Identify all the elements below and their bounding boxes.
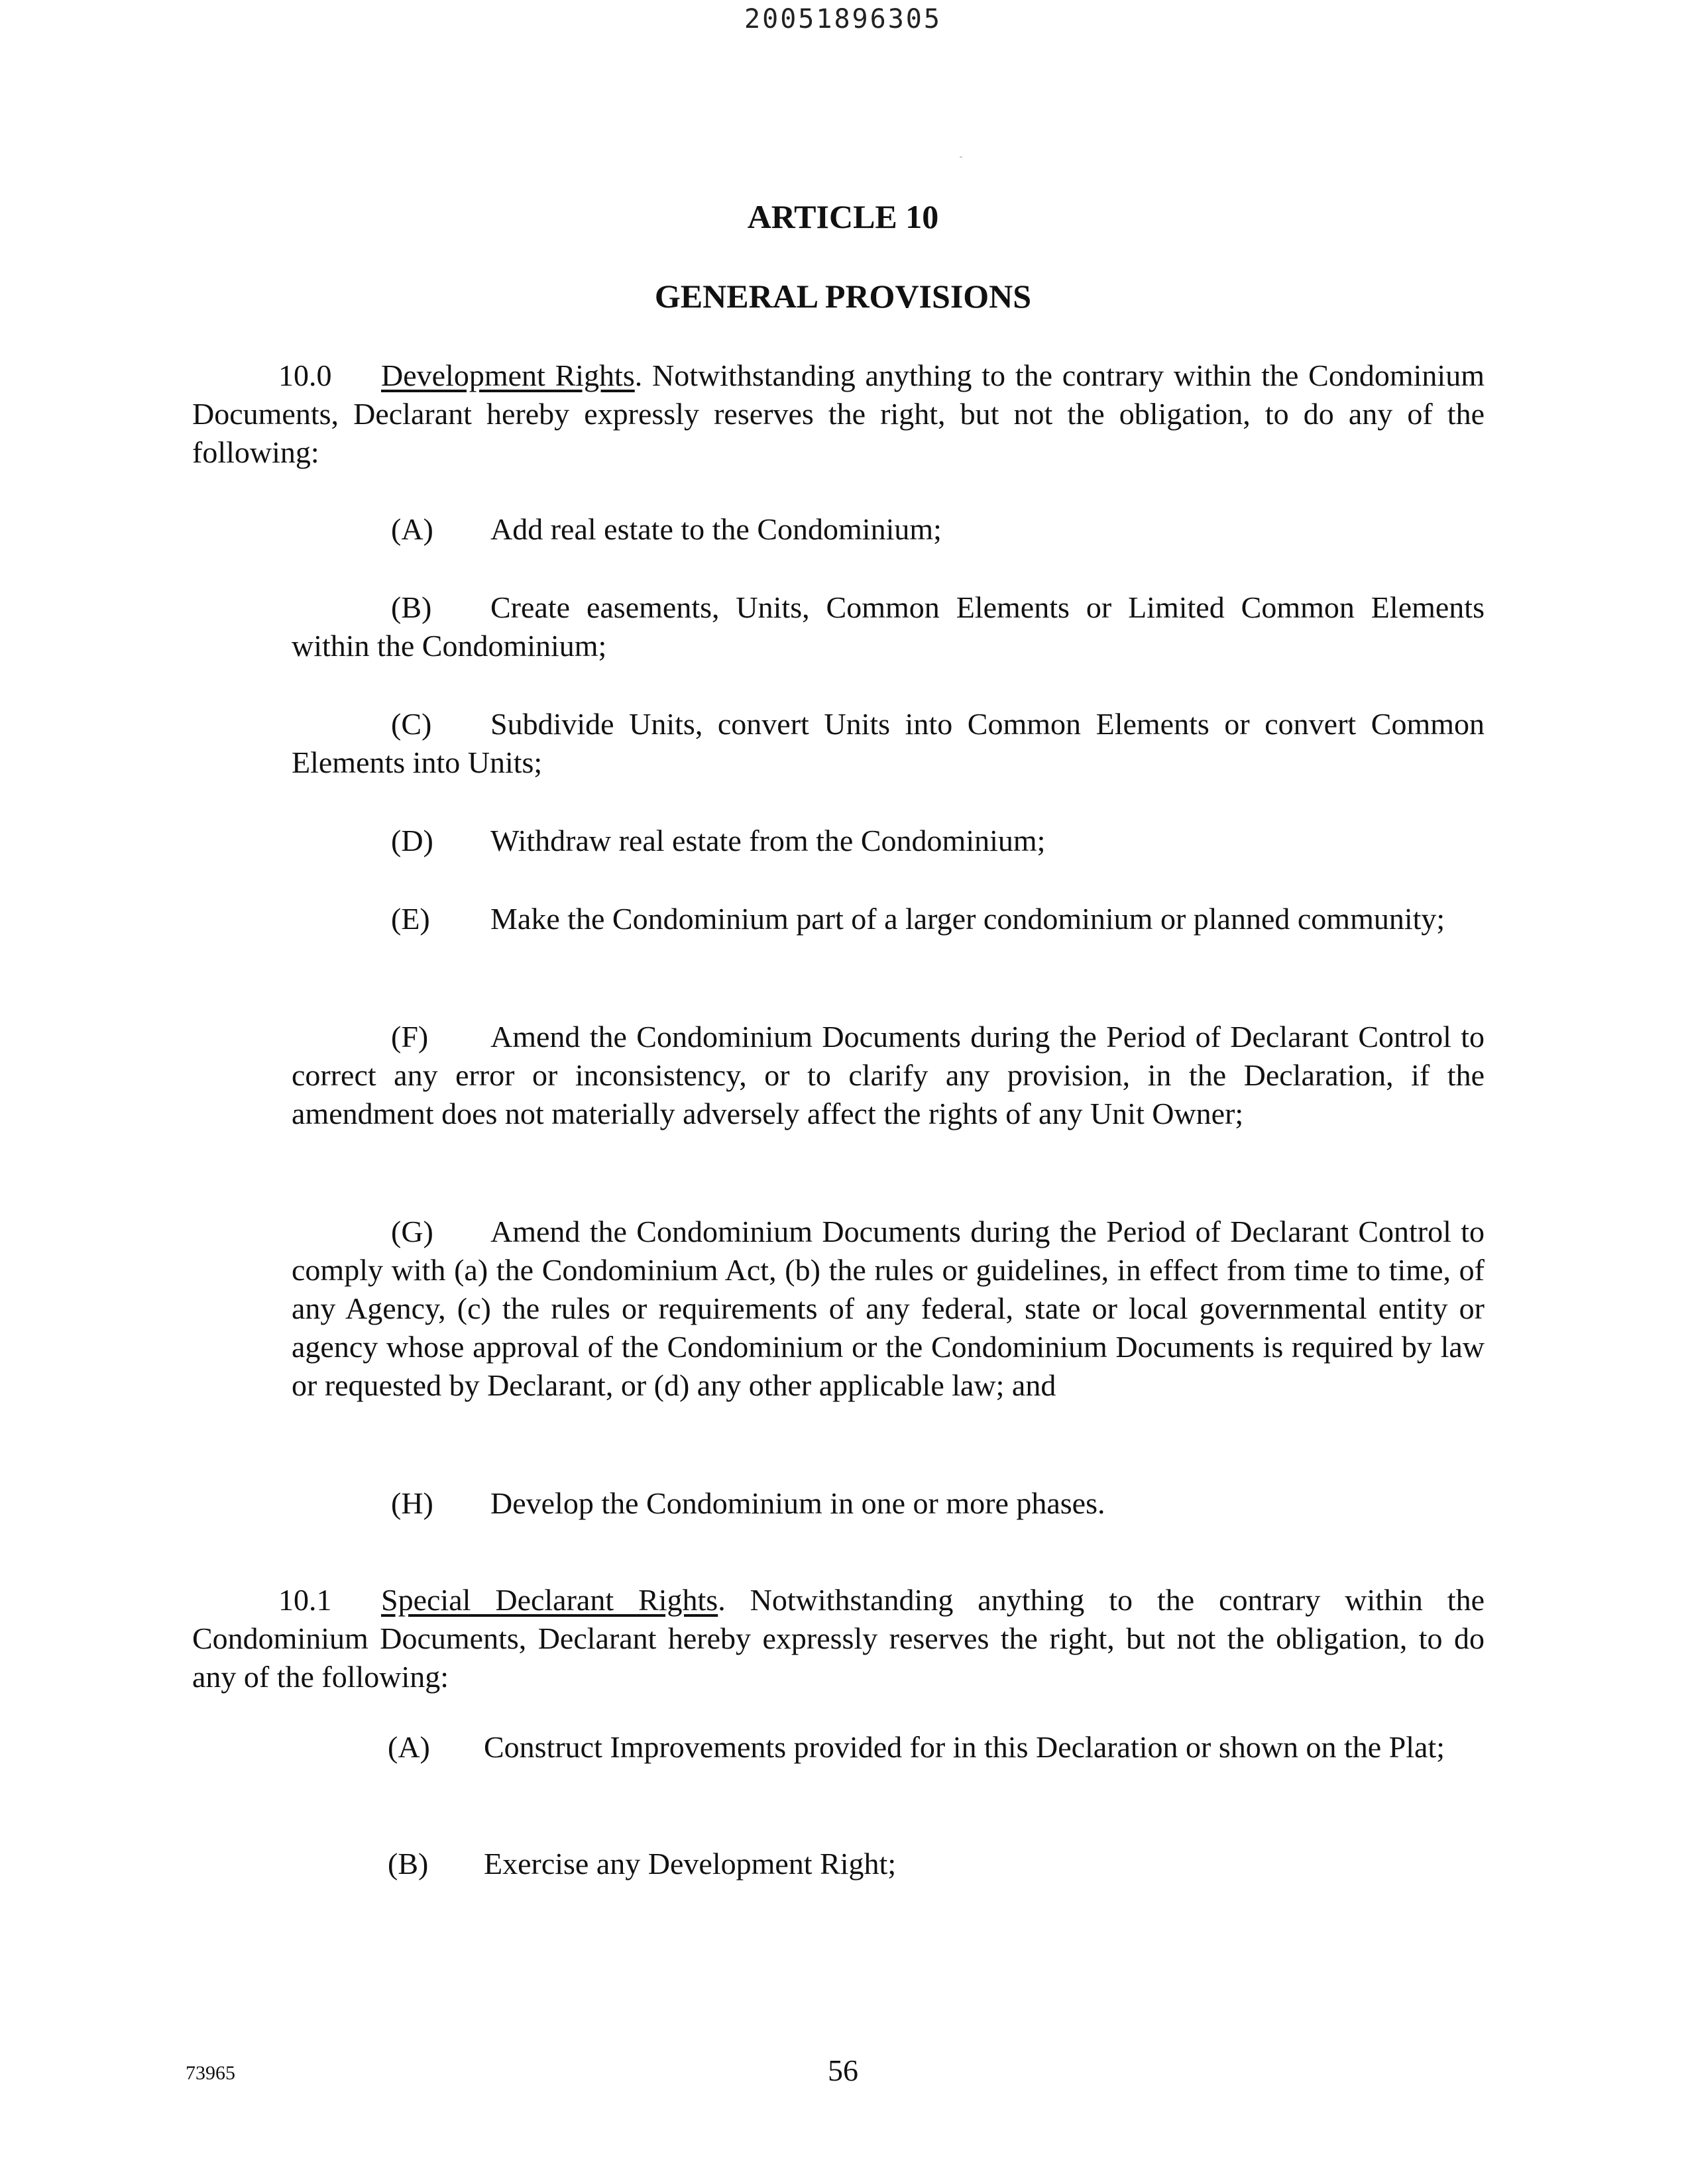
list-item-10-0-h bbox=[292, 1484, 1485, 1523]
section-10-1 bbox=[192, 1581, 1485, 1696]
section-number: 10.0 bbox=[278, 358, 332, 392]
list-item-10-0-d bbox=[292, 822, 1485, 860]
article-subtitle: GENERAL PROVISIONS bbox=[654, 278, 1032, 315]
section-10-0 bbox=[192, 356, 1485, 472]
item-text: Exercise any Development Right; bbox=[484, 1847, 897, 1881]
item-text: Add real estate to the Condominium; bbox=[490, 512, 942, 546]
section-number: 10.1 bbox=[278, 1583, 332, 1617]
list-item-10-1-a bbox=[285, 1728, 1483, 1767]
item-letter: (E) bbox=[391, 902, 430, 936]
item-text: Withdraw real estate from the Condominium; bbox=[490, 824, 1046, 857]
section-title: Special Declarant Rights bbox=[381, 1583, 718, 1617]
item-letter: (A) bbox=[388, 1730, 430, 1764]
item-text: Create easements, Units, Common Elements or Limited Common Elements within the Condominium; bbox=[292, 590, 1485, 663]
item-text: Amend the Condominium Documents during the Period of Declarant Control to correct any error or inconsistency, or to clarify any provision, in the Declaration, if the amendment does not materially adversely affect the rights of any Unit Owner; bbox=[292, 1020, 1485, 1130]
item-text: Develop the Condominium in one or more phases. bbox=[490, 1486, 1105, 1520]
item-letter: (D) bbox=[391, 824, 433, 857]
scan-speck bbox=[960, 156, 962, 158]
list-item-10-0-f bbox=[292, 1018, 1485, 1133]
list-item-10-0-b bbox=[292, 588, 1485, 665]
item-letter: (G) bbox=[391, 1215, 433, 1248]
item-letter: (C) bbox=[391, 707, 432, 741]
document-id: 73965 bbox=[186, 2062, 235, 2084]
page-number: 56 bbox=[828, 2053, 858, 2087]
list-item-10-0-c bbox=[292, 705, 1485, 782]
item-text: Amend the Condominium Documents during the Period of Declarant Control to comply with (a) the Condominium Act, (b) the rules or guidelines, in effect from time to time, of any Agency, (c) the rules or requirements of any federal, state or local governmental entity or agency whose approval of the Condominium or the Condominium Documents is required by law or requested by Declarant, or (d) any other applicable law; and bbox=[292, 1215, 1485, 1402]
item-letter: (F) bbox=[391, 1020, 429, 1054]
item-text: Construct Improvements provided for in this Declaration or shown on the Plat; bbox=[484, 1730, 1445, 1764]
article-title: ARTICLE 10 bbox=[747, 198, 939, 235]
item-text: Subdivide Units, convert Units into Common Elements or convert Common Elements into Units; bbox=[292, 707, 1485, 779]
section-intro: . Notwithstanding anything to the contrary within the Condominium Documents, Declarant hereby expressly reserves the right, but not the obligation, to do any of the following: bbox=[192, 1583, 1485, 1694]
list-item-10-1-b bbox=[285, 1845, 1483, 1883]
item-letter: (B) bbox=[388, 1847, 429, 1881]
list-item-10-0-g bbox=[292, 1213, 1485, 1405]
item-letter: (B) bbox=[391, 590, 432, 624]
section-title: Development Rights bbox=[381, 358, 635, 392]
item-letter: (A) bbox=[391, 512, 433, 546]
item-text: Make the Condominium part of a larger condominium or planned community; bbox=[490, 902, 1445, 936]
recording-number: 20051896305 bbox=[744, 4, 942, 34]
list-item-10-0-e bbox=[292, 900, 1485, 938]
item-letter: (H) bbox=[391, 1486, 433, 1520]
list-item-10-0-a bbox=[292, 510, 1485, 549]
section-intro: . Notwithstanding anything to the contrary within the Condominium Documents, Declarant hereby expressly reserves the right, but not the obligation, to do any of the following: bbox=[192, 358, 1485, 469]
